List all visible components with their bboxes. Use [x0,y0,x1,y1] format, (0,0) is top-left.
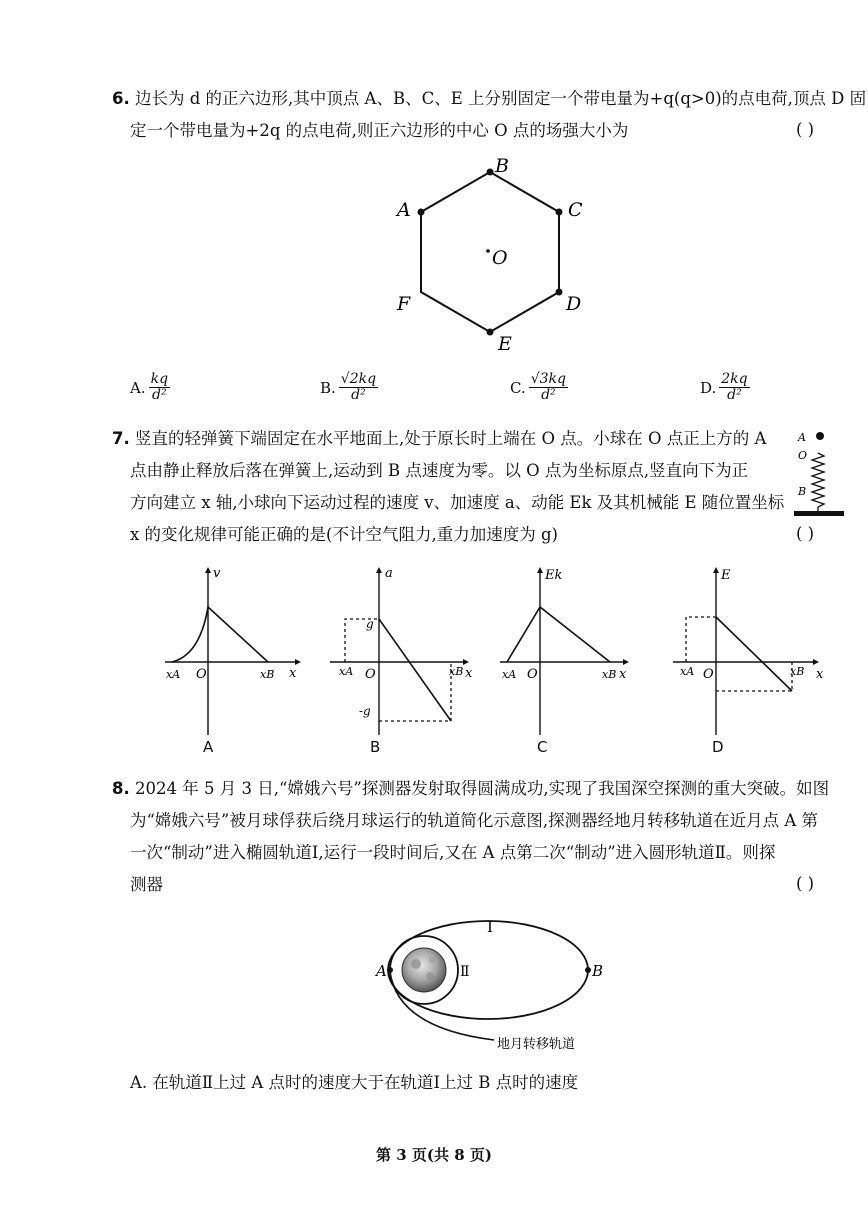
q6-option-a-fraction [149,372,170,403]
moon-crater-1 [411,959,421,969]
graph-b-line [379,619,451,721]
graph-a [160,565,305,745]
vertex-e-dot [487,329,494,336]
q6-option-a[interactable] [130,372,170,403]
q7-text1: 竖直的轻弹簧下端固定在水平地面上,处于原长时上端在 O 点。小球在 O 点正上方的 A [135,429,767,448]
moon-crater-3 [429,957,435,963]
q8-text3: 一次“制动”进入椭圆轨道Ⅰ,运行一段时间后,又在 A 点第二次“制动”进入圆形轨道Ⅱ。则探 [130,843,776,862]
graph-c-x-label: x [619,667,627,682]
graph-b-dash-left [345,619,379,662]
q6-option-b-den: d² [351,387,366,403]
q7-number: 7. [112,429,130,448]
graph-b-g-label: g [366,617,374,631]
q6-option-b-num: √2kq [340,371,377,387]
vertex-e-label: E [498,333,512,355]
q7-text4: x 的变化规律可能正确的是(不计空气阻力,重力加速度为 g) [130,525,558,544]
vertex-d-dot [556,289,563,296]
vertex-c-dot [556,209,563,216]
graph-b [325,565,475,745]
center-o-dot [486,249,490,253]
q6-text2: 定一个带电量为+2q 的点电荷,则正六边形的中心 O 点的场强大小为 [130,121,629,140]
q7-answer-paren: ( ) [796,524,815,543]
graph-c-x-arrow [623,659,629,665]
q7-line4 [130,524,558,546]
graph-d-line [716,617,792,691]
graph-d [668,565,828,745]
vertex-c-label: C [568,199,583,221]
q8-text1: 2024 年 5 月 3 日,“嫦娥六号”探测器发射取得圆满成功,实现了我国深空探测的重大突破。如图 [135,779,830,798]
hexagon-figure [380,150,600,360]
graph-c-xb-label: xB [602,668,617,681]
graph-a-y-arrow [205,567,211,573]
q6-option-d-den: d² [727,387,742,403]
graph-d-x-arrow [813,659,819,665]
graph-b-neg-g-label: -g [359,704,371,718]
q6-option-a-num: kq [150,371,169,387]
q8-line4 [130,874,163,896]
graph-d-dash-bottom [716,662,792,691]
q8-text4: 测器 [130,875,163,894]
q6-option-a-den: d² [152,387,167,403]
moon-image [402,948,446,992]
graph-d-xa-label: xA [680,665,695,678]
q6-answer-paren: ( ) [796,120,815,139]
q6-line2 [130,120,628,142]
q6-option-c-fraction [529,372,568,403]
graph-d-y-label: E [721,568,731,583]
graph-d-origin: O [703,667,714,682]
graph-d-letter[interactable]: D [712,738,724,756]
q6-option-c[interactable] [510,372,568,403]
spring-coil [812,453,824,507]
q6-number: 6. [112,89,130,108]
spring-label-b: B [798,485,807,498]
graph-b-origin: O [365,667,376,682]
q7-line1 [112,428,766,450]
q8-number: 8. [112,779,130,798]
graph-a-y-label: v [213,566,221,581]
graph-a-letter[interactable]: A [203,738,214,756]
graph-b-x-arrow [463,659,469,665]
q7-text2: 点由静止释放后落在弹簧上,运动到 B 点速度为零。以 O 点为坐标原点,竖直向下为正 [130,461,749,480]
vertex-d-label: D [566,293,582,315]
q6-text1: 边长为 d 的正六边形,其中顶点 A、B、C、E 上分别固定一个带电量为+q(q>0)的点电荷,顶点 D 固 [135,89,867,108]
page-footer: 第 3 页(共 8 页) [376,1146,492,1164]
q6-option-c-letter: C. [510,378,526,397]
graph-a-xa-label: xA [166,668,181,681]
q6-option-d[interactable] [700,372,750,403]
q6-option-c-num: √3kq [530,371,566,387]
spring-figure [790,425,852,523]
orbit-point-b [585,967,591,973]
q6-option-b-letter: B. [320,378,336,397]
q8-option-a-text: A. 在轨道Ⅱ上过 A 点时的速度大于在轨道Ⅰ上过 B 点时的速度 [130,1073,579,1092]
moon-crater-2 [426,972,434,980]
graph-b-x-label: x [465,666,473,681]
graph-d-x-label: x [816,667,824,682]
vertex-a-dot [418,209,425,216]
q8-line2 [130,810,818,832]
graph-b-xa-label: xA [339,665,354,678]
q8-text2: 为“嫦娥六号”被月球俘获后绕月球运行的轨道简化示意图,探测器经地月转移轨道在近月点 A 第 [130,811,819,830]
graph-c-xa-label: xA [502,668,517,681]
orbit-label-b: B [592,962,604,980]
q8-line3 [130,842,775,864]
q6-option-d-letter: D. [700,378,717,397]
graph-c-y-arrow [537,567,543,573]
graph-c-origin: O [527,667,538,682]
vertex-b-label: B [495,155,509,177]
spring-label-a: A [798,431,806,444]
spring-label-o: O [798,449,808,462]
ground-plate [794,511,844,516]
graph-a-x-label: x [289,666,297,681]
graph-c-y-label: Ek [545,568,563,583]
q7-text3: 方向建立 x 轴,小球向下运动过程的速度 v、加速度 a、动能 Ek 及其机械能 E 随位置坐标 [130,493,785,512]
q8-answer-paren: ( ) [796,874,815,893]
graph-c-line [507,607,610,662]
graph-a-curve [172,607,268,662]
orbit-label-ii: Ⅱ [460,964,470,980]
graph-b-y-arrow [376,567,382,573]
vertex-b-dot [487,169,494,176]
center-o-label: O [492,247,508,269]
orbit-point-a [387,967,393,973]
graph-d-xb-label: xB [790,665,805,678]
q6-option-c-den: d² [541,387,556,403]
transfer-orbit-label: 地月转移轨道 [497,1037,576,1052]
graph-b-y-label: a [385,566,393,581]
q6-option-d-num: 2kq [721,371,748,387]
q6-line1 [112,88,866,110]
ball-dot [816,432,824,440]
q8-line1 [112,778,829,800]
graph-a-x-arrow [295,659,301,665]
graph-a-origin: O [196,667,207,682]
graph-a-xb-label: xB [260,668,275,681]
q6-option-b[interactable] [320,372,378,403]
q7-line2 [130,460,748,482]
vertex-f-label: F [397,293,411,315]
orbit-label-i: Ⅰ [487,918,493,936]
q6-option-a-letter: A. [130,378,146,397]
q6-option-d-fraction [719,372,749,403]
graph-c [495,565,640,745]
q6-option-b-fraction [339,372,378,403]
vertex-a-label: A [397,199,411,221]
graph-c-letter[interactable]: C [537,738,548,756]
graph-b-letter[interactable]: B [370,738,381,756]
graph-d-y-arrow [713,567,719,573]
orbit-figure [370,910,610,1060]
orbit-label-a: A [376,962,387,980]
q8-option-a[interactable] [130,1072,578,1094]
hexagon-shape [421,172,559,332]
graph-b-xb-label: xB [449,665,464,678]
q7-line3 [130,492,784,514]
graph-d-dash-left [686,617,716,662]
